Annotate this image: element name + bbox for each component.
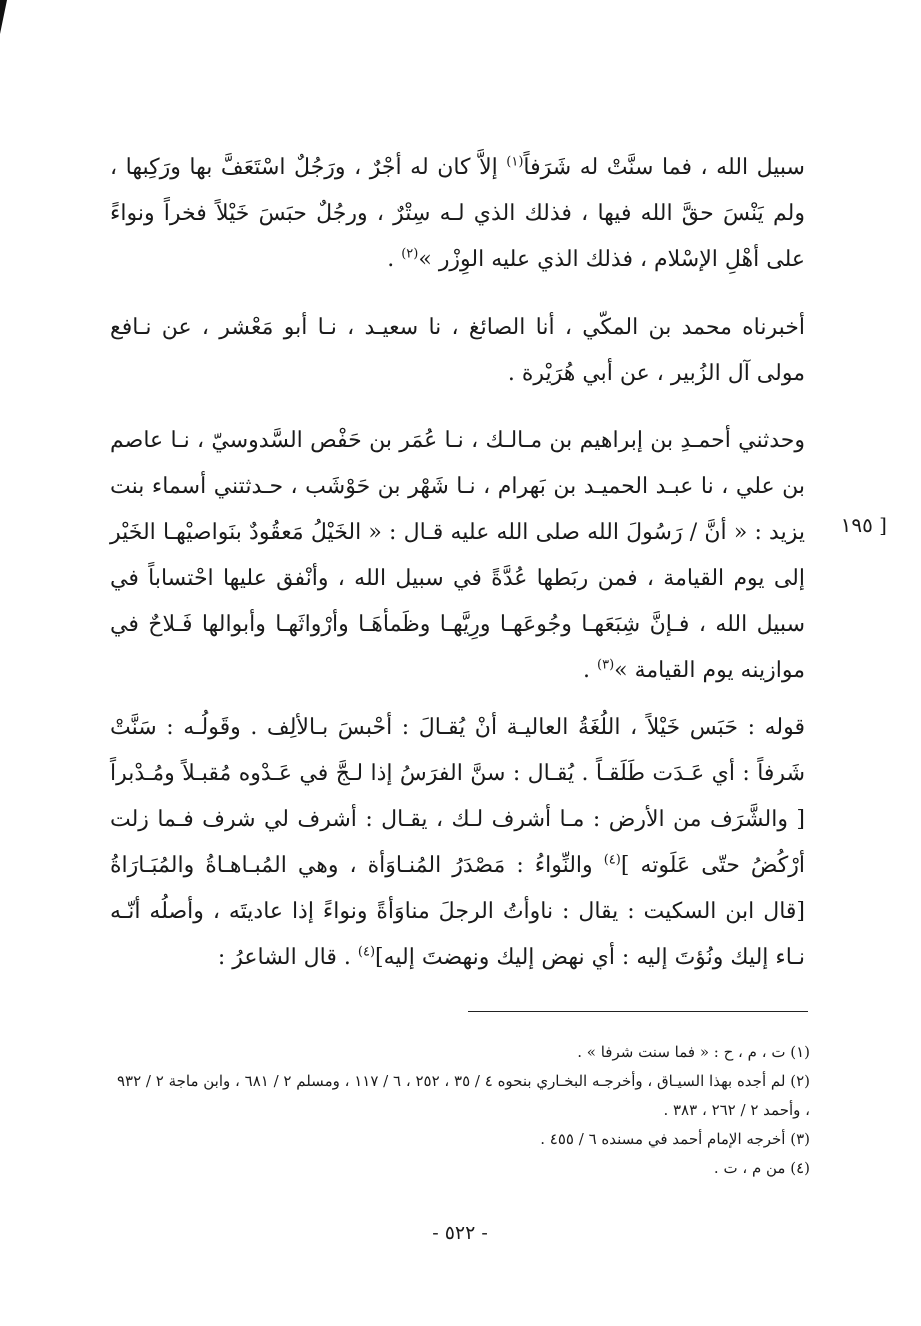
footnote-ref[interactable]: (٤) bbox=[357, 944, 376, 960]
footnote-ref[interactable]: (٤) bbox=[603, 852, 621, 868]
footnote-item: (٢) لم أجده بهذا السيـاق ، وأخرجـه البخـاري بنحوه ٤ / ٣٥ ، ٢٥٢ ، ٦ / ١١٧ ، ومسلم ٢ / ٦٨١ ، وابن ماجة ٢ / ٩٣٢ ، وأحمد ٢ / ٢٦٢ ، ٣٨٣ . bbox=[116, 1072, 810, 1119]
footnote-separator bbox=[468, 1011, 808, 1012]
footnote-item: (٣) أخرجه الإمام أحمد في مسنده ٦ / ٤٥٥ . bbox=[540, 1130, 810, 1148]
para-text: إلاَّ كان له أجْرٌ ، ورَجُلٌ اسْتَعَفَّ بها ورَكِبها ، ولم يَنْسَ حقَّ الله فيها ، فذلك الذي لـه سِتْرٌ ، ورجُلٌ حبَسَ خَيْلاً فخراً ونواءً على أهْلِ الإسْلام ، فذلك الذي عليه الوِزْر » bbox=[110, 155, 805, 272]
para-text: . قال الشاعرُ : bbox=[217, 945, 358, 970]
body-paragraph-2 bbox=[110, 305, 805, 397]
footnotes bbox=[110, 1038, 810, 1183]
scan-corner-mark bbox=[0, 0, 7, 34]
para-text: والنِّواءُ : مَصْدَرُ المُنـاوَأة ، وهي المُبـاهـاةُ والمُبَـارَاةُ [قال ابن السكيت : يقال : ناوأتُ الرجلَ مناوَأةً ونواءً إذا عاديتَه ، وأصلُه أنّـه نـاء إليك ونُؤتَ إليه : أي نهض إليك ونهضتَ إليه] bbox=[110, 853, 805, 970]
body-paragraph-4 bbox=[110, 705, 805, 981]
para-text: سبيل الله ، فما سنَّتْ له شَرَفاً bbox=[523, 155, 805, 180]
para-text: قوله : حَبَس خَيْلاً ، اللُغَةُ العاليـة أنْ يُقـالَ : أحْبسَ بـالألِف . وقَولُـه : سَنَّتْ شَرفاً : أي عَـدَت طَلَقـاً . يُقـال : سنَّ الفرَسُ إذا لـجَّ في عَـدْوه مُقبـلاً ومُـدْبراً [ والشَّرَف من الأرض : مـا أشرف لـك ، يقـال : أشرف لي شرف فـما زلت أرْكُضُ حتّى عَلَوته ] bbox=[110, 715, 805, 878]
footnote-item: (١) ت ، م ، ح : « فما سنت شرفا » . bbox=[577, 1043, 810, 1061]
body-paragraph-3 bbox=[110, 418, 805, 694]
body-paragraph-1 bbox=[110, 145, 805, 283]
page-number: - ٥٢٢ - bbox=[432, 1222, 488, 1244]
footnote-ref[interactable]: (٢) bbox=[401, 246, 419, 262]
para-text: أخبرناه محمد بن المكّي ، أنا الصائغ ، نا سعيـد ، نـا أبو مَعْشر ، عن نـافع مولى آل الزُبير ، عن أبي هُرَيْرة . bbox=[110, 315, 805, 386]
para-text: . bbox=[583, 658, 597, 683]
footnote-item: (٤) من م ، ت . bbox=[713, 1159, 810, 1177]
para-text: وحدثني أحمـدِ بن إبراهيم بن مـالـك ، نـا عُمَر بن حَفْص السَّدوسيّ ، نـا عاصم بن علي ، نا عبـد الحميـد بن بَهرام ، نـا شَهْر بن حَوْشَب ، حـدثتني أسماء بنت يزيد : « أنَّ / رَسُولَ الله صلى الله عليه قـال : « الخَيْلُ مَعقُودٌ بنَواصيْهـا الخَيْر إلى يوم القيامة ، فمن ربَطها عُدَّةً في سبيل الله ، وأنْفق عليها احْتساباً في سبيل الله ، فـإنَّ شِبَعَهـا وجُوعَهـا ورِيَّهـا وظَمأهَـا وأرْواثَهـا وأبوالها فَـلاحٌ في موازينه يوم القيامة » bbox=[110, 428, 806, 683]
para-text: . bbox=[387, 247, 402, 272]
footnote-ref[interactable]: (٣) bbox=[597, 657, 615, 673]
manuscript-folio-marker: [ ١٩٥ bbox=[840, 513, 887, 537]
footnote-ref[interactable]: (١) bbox=[506, 154, 524, 170]
